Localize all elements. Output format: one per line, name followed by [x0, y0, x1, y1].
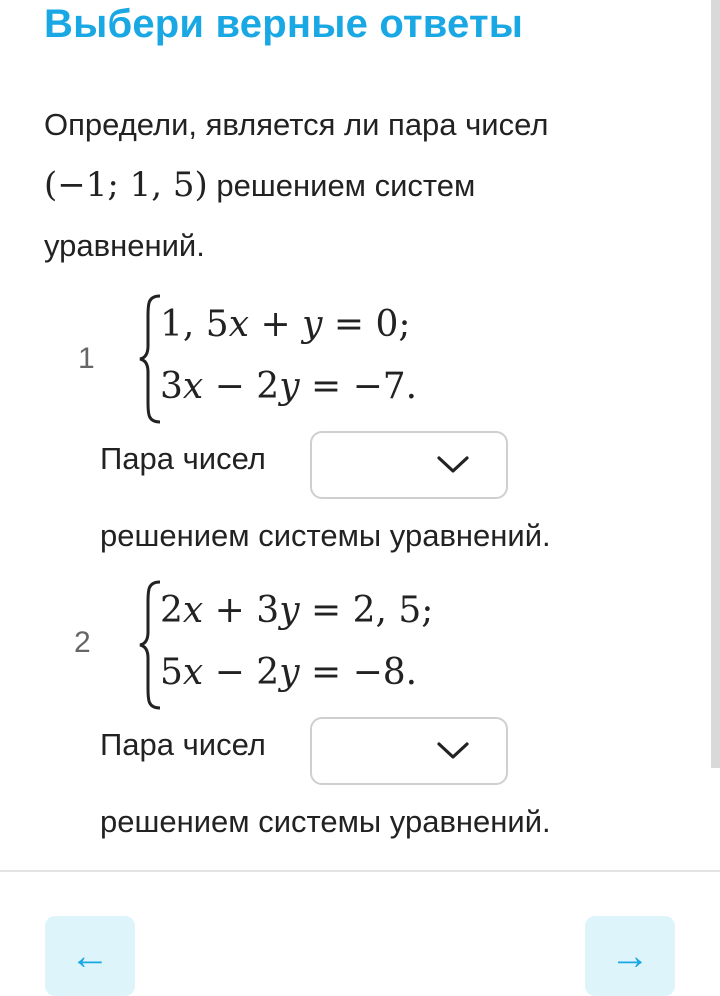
answer-suffix: решением системы уравнений.	[100, 804, 551, 839]
number-pair: (−1; 1, 5)	[44, 165, 208, 205]
arrow-left-icon: ←	[70, 934, 110, 978]
system-1-equation-1: 1, 5x + y = 0;	[160, 304, 411, 345]
divider	[0, 870, 720, 872]
answer-select-1[interactable]	[310, 431, 508, 499]
system-2-equation-1: 2x + 3y = 2, 5;	[160, 590, 434, 631]
chevron-down-icon	[436, 741, 470, 761]
task-line-2-rest: решением систем	[207, 168, 476, 203]
system-number: 1	[78, 342, 95, 375]
prev-button[interactable]	[45, 916, 135, 996]
task-line-2	[44, 155, 664, 216]
system-brace	[138, 580, 162, 710]
answer-prefix: Пара чисел	[100, 441, 266, 476]
chevron-down-icon	[436, 455, 470, 475]
answer-select-2[interactable]	[310, 717, 508, 785]
system-brace	[138, 294, 162, 424]
task-line-1: Определи, является ли пара чисел	[44, 107, 549, 142]
system-1-equation-2: 3x − 2y = −7.	[160, 366, 418, 407]
task-line-3: уравнений.	[44, 228, 205, 263]
page-title: Выбери верные ответы	[44, 2, 524, 46]
task-text	[44, 95, 664, 276]
answer-prefix: Пара чисел	[100, 727, 266, 762]
scrollbar[interactable]	[711, 0, 720, 768]
system-number: 2	[74, 626, 91, 659]
system-2-equation-2: 5x − 2y = −8.	[160, 652, 418, 693]
arrow-right-icon: →	[610, 934, 650, 978]
answer-suffix: решением системы уравнений.	[100, 518, 551, 553]
next-button[interactable]	[585, 916, 675, 996]
